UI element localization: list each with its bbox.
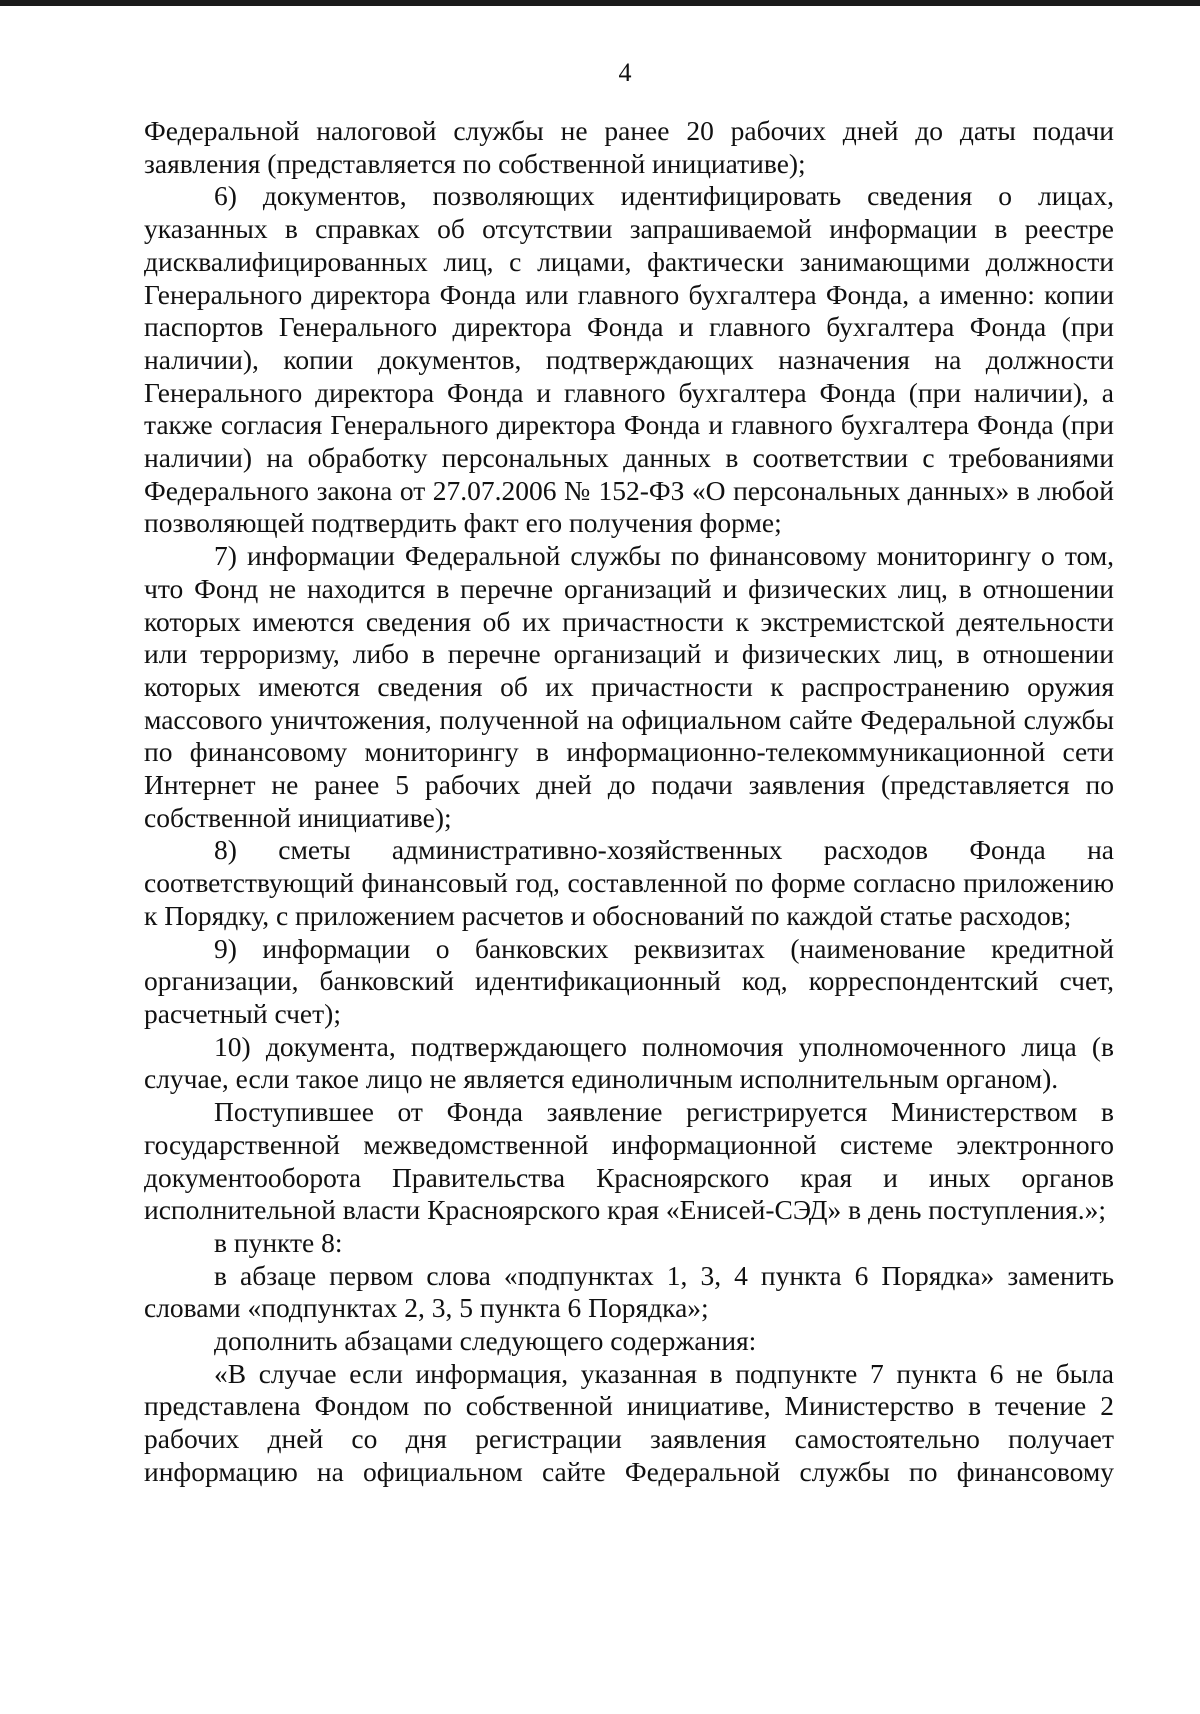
paragraph-continuation: Федеральной налоговой службы не ранее 20 рабочих дней до даты подачи заявления (представляется по собственной инициативе);: [144, 115, 1114, 179]
paragraph-item-9: 9) информации о банковских реквизитах (наименование кредитной организации, банковский идентификационный код, корреспондентский счет, расчетный счет);: [144, 932, 1114, 1029]
paragraph-item-6: 6) документов, позволяющих идентифицировать сведения о лицах, указанных в справках об отсутствии запрашиваемой информации в реестре дисквалифицированных лиц, с лицами, фактически занимающими должности Генерального директора Фонда или главного бухгалтера Фонда, а именно: копии паспортов Генерального директора Фонда и главного бухгалтера Фонда (при наличии), копии документов, подтверждающих назначения на должности Генерального директора Фонда и главного бухгалтера Фонда (при наличии), а также согласия Генерального директора Фонда и главного бухгалтера Фонда (при наличии) на обработку персональных данных в соответствии с требованиями Федерального закона от 27.07.2006 № 152-ФЗ «О персональных данных» в любой позволяющей подтвердить факт его получения форме;: [144, 180, 1114, 539]
paragraph-new-text: «В случае если информация, указанная в подпункте 7 пункта 6 не была представлена Фондом по собственной инициативе, Министерство в течение 2 рабочих дней со дня регистрации заявления самостоятельно получает информацию на официальном сайте Федеральной службы по финансовому: [144, 1357, 1114, 1487]
paragraph-replace-words: в абзаце первом слова «подпунктах 1, 3, 4 пункта 6 Порядка» заменить словами «подпунктах 2, 3, 5 пункта 6 Порядка»;: [144, 1259, 1114, 1324]
paragraph-point-8-heading: в пункте 8:: [214, 1226, 343, 1258]
paragraph-item-7: 7) информации Федеральной службы по финансовому мониторингу о том, что Фонд не находится в перечне организаций и физических лиц, в отношении которых имеются сведения об их причастности к экстремистской деятельности или терроризму, либо в перечне организаций и физических лиц, в отношении которых имеются сведения об их причастности к распространению оружия массового уничтожения, полученной на официальном сайте Федеральной службы по финансовому мониторингу в информационно-телекоммуникационной сети Интернет не ранее 5 рабочих дней до подачи заявления (представляется по собственной инициативе);: [144, 540, 1114, 833]
document-body: [144, 115, 1114, 1489]
paragraph-registration: Поступившее от Фонда заявление регистрируется Министерством в государственной межведомственной информационной системе электронного документооборота Правительства Красноярского края и иных органов исполнительной власти Красноярского края «Енисей-СЭД» в день поступления.»;: [144, 1096, 1114, 1226]
paragraph-add-paragraphs: дополнить абзацами следующего содержания:: [214, 1325, 757, 1357]
paragraph-item-10: 10) документа, подтверждающего полномочия уполномоченного лица (в случае, если такое лицо не является единоличным исполнительным органом).: [144, 1030, 1114, 1095]
page-number: 4: [618, 58, 632, 87]
paragraph-item-8: 8) сметы административно-хозяйственных расходов Фонда на соответствующий финансовый год, составленной по форме согласно приложению к Порядку, с приложением расчетов и обоснований по каждой статье расходов;: [144, 834, 1114, 931]
scan-top-edge: [0, 0, 1200, 6]
